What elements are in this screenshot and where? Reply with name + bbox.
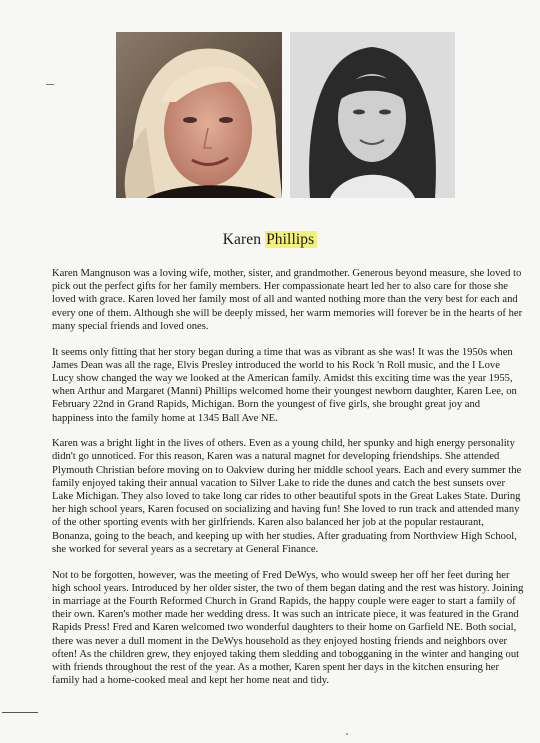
paragraph-intro: Karen Mangnuson was a loving wife, mother, sister, and grandmother. Generous beyond measure, she loved to pick out the perfect gifts for her family members. Her compassionate heart led her to also care for those she loved with grace. Karen loved her family most of all and wanted nothing more than the very best for each and every one of them. Although she will be deeply missed, her warm memories will forever be in the hearts of her many special friends and loved ones.	[52, 268, 523, 332]
yearbook-photo	[290, 32, 455, 198]
first-name: Karen	[222, 231, 262, 248]
obituary-body	[52, 267, 524, 700]
page-title	[0, 231, 540, 249]
paragraph-youth: Karen was a bright light in the lives of others. Even as a young child, her spunky and high energy personality didn't go unnoticed. For this reason, Karen was a natural magnet for developing friendships. She attended Plymouth Christian before moving on to Oakview during her middle school years. Each and every summer the family enjoyed taking their annual vacation to Silver Lake to ride the dunes and catch the best sunsets over Lake Michigan. They also loved to take long car rides to other beautiful spots in the Great Lakes State. During her high school years, Karen focused on socializing and having fun! She loved to run track and attended many of the other sporting events with her girlfriends. Karen also balanced her job at the popular restaurant, Bonanza, going to the beach, and keeping up with her studies. After graduating from Northview High School, she worked for several years as a secretary at General Finance.	[52, 438, 522, 555]
paragraph-marriage: Not to be forgotten, however, was the meeting of Fred DeWys, who would sweep her off her feet during her high school years. Introduced by her older sister, the two of them began dating and the rest was history. Joining in marriage at the Fourth Reformed Church in Grand Rapids, the happy couple were eager to start a family of their own. Karen's mother made her wedding dress. It was such an intricate piece, it was featured in the Grand Rapids Press! Fred and Karen welcomed two wonderful daughters to their home on Garfield NE. Both social, there was never a dull moment in the DeWys household as they enjoyed hosting friends and neighbors over often! As the children grew, they enjoyed taking them sledding and tobogganing in the winter and hanging out with friends throughout the rest of the year. As a mother, Karen spent her days in the kitchen ensuring her family had a home-cooked meal and kept her home neat and tidy.	[52, 569, 524, 687]
scan-mark	[46, 84, 54, 85]
last-name-highlighted: Phillips	[265, 231, 317, 248]
recent-photo	[116, 32, 282, 198]
scan-speck	[346, 733, 348, 735]
scan-edge-line	[2, 712, 38, 713]
paragraph-birth: It seems only fitting that her story began during a time that was as vibrant as she was! It was the 1950s when James Dean was all the rage, Elvis Presley introduced the world to his Rock 'n Roll music, and the I Love Lucy show changed the way we looked at the American family. Amidst this exciting time was the year 1955, when Arthur and Margaret (Manni) Phillips welcomed home their youngest newborn daughter, Karen Lee, on February 22nd in Grand Rapids, Michigan. Born the youngest of five girls, she brought great joy and happiness into the family home at 1345 Ball Ave NE.	[52, 346, 517, 424]
